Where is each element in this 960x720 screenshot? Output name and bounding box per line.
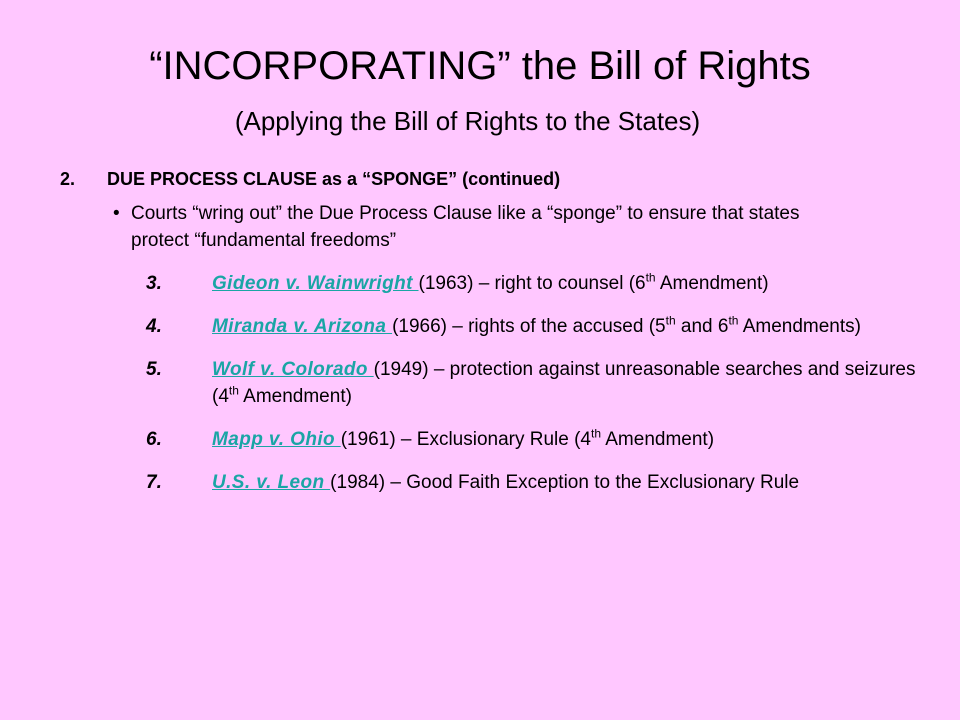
case-desc-end: Amendments)	[738, 316, 861, 337]
case-link-mapp[interactable]: Mapp v. Ohio	[212, 429, 341, 450]
case-desc: (1961) – Exclusionary Rule (4	[340, 429, 592, 450]
slide-subtitle: (Applying the Bill of Rights to the States)	[234, 106, 701, 136]
case-number: 5.	[146, 359, 162, 380]
section-heading	[60, 166, 920, 192]
case-item-leon	[146, 469, 916, 496]
case-desc-end: Amendment)	[238, 386, 352, 407]
case-link-wolf[interactable]: Wolf v. Colorado	[212, 359, 374, 380]
case-sup: th	[665, 313, 676, 328]
case-sup: th	[591, 426, 602, 441]
case-number: 3.	[146, 273, 162, 294]
case-link-miranda[interactable]: Miranda v. Arizona	[212, 316, 393, 337]
bullet-text: Courts “wring out” the Due Process Clause like a “sponge” to ensure that states protect “fundamental freedoms”	[131, 203, 800, 251]
case-item-mapp	[146, 426, 916, 453]
section-number: 2.	[60, 169, 76, 189]
case-sup-2: th	[728, 313, 739, 328]
case-link-gideon[interactable]: Gideon v. Wainwright	[212, 273, 419, 294]
case-item-miranda	[146, 313, 916, 340]
case-desc-end: Amendment)	[601, 429, 715, 450]
case-link-leon[interactable]: U.S. v. Leon	[212, 472, 331, 493]
case-number: 4.	[146, 316, 162, 337]
case-sup: th	[645, 270, 656, 285]
case-desc: (1949) – protection against unreasonable searches and seizures (4	[212, 359, 916, 407]
slide-title: “INCORPORATING” the Bill of Rights	[149, 44, 811, 88]
bullet-glyph: •	[113, 203, 120, 224]
case-desc-end: Amendment)	[655, 273, 769, 294]
case-sup: th	[228, 383, 239, 398]
case-item-gideon	[146, 270, 916, 297]
case-number: 6.	[146, 429, 162, 450]
case-desc-mid: and 6	[675, 316, 729, 337]
case-list	[146, 270, 916, 512]
bullet-point	[113, 200, 813, 254]
case-item-wolf	[146, 356, 916, 410]
case-desc: (1984) – Good Faith Exception to the Exclusionary Rule	[330, 472, 800, 493]
case-desc: (1966) – rights of the accused (5	[392, 316, 666, 337]
case-desc: (1963) – right to counsel (6	[418, 273, 646, 294]
section-heading-text: DUE PROCESS CLAUSE as a “SPONGE” (continued)	[107, 169, 561, 189]
case-number: 7.	[146, 472, 162, 493]
